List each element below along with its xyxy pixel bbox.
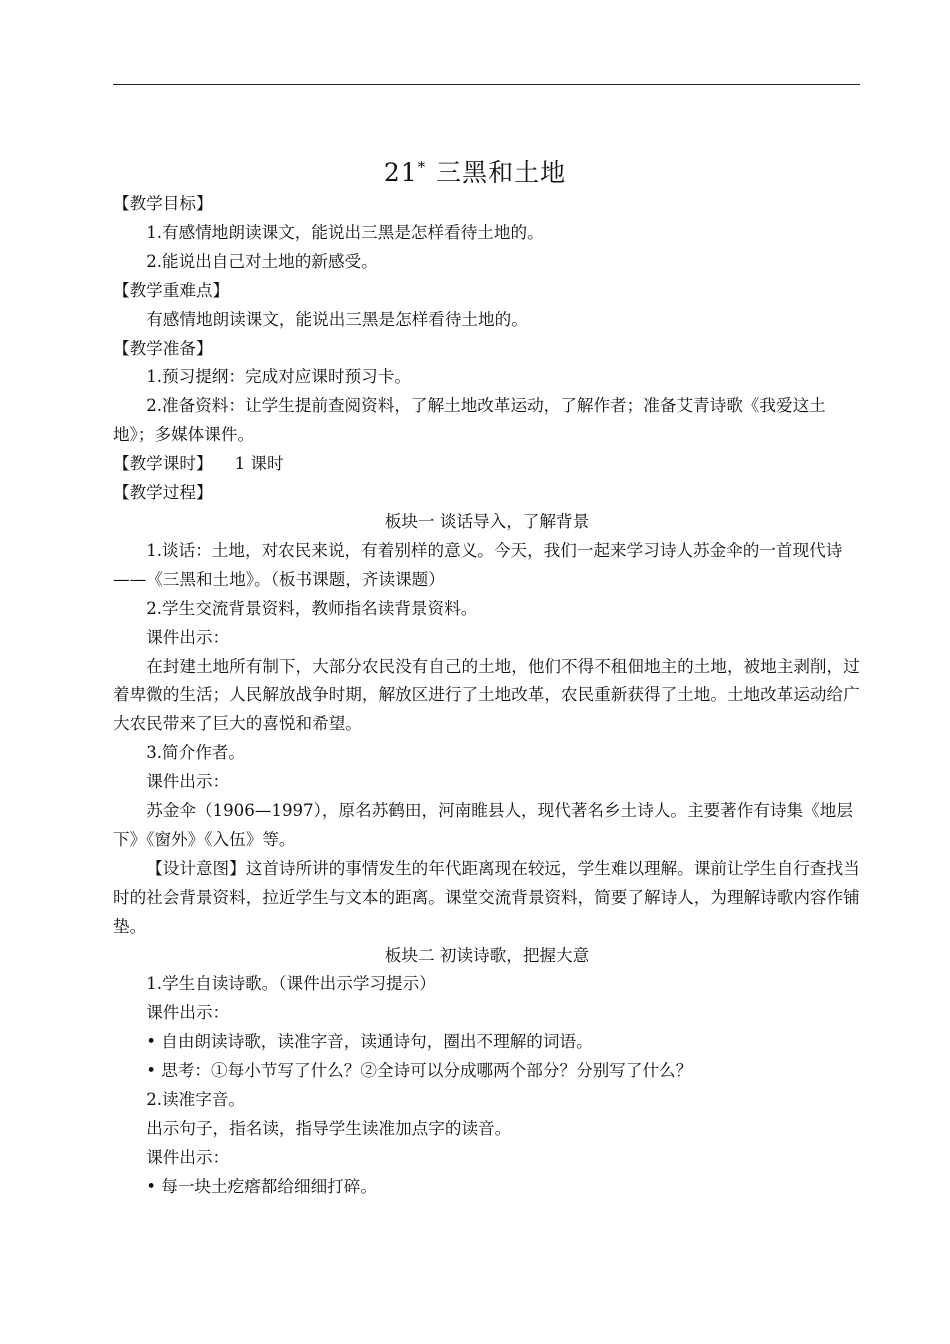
bullet-think: • 思考：①每小节写了什么？②全诗可以分成哪两个部分？分别写了什么？ (113, 1057, 861, 1086)
author-text: 苏金伞（1906—1997），原名苏鹤田，河南睢县人，现代著名乡土诗人。主要著作有诗集《地层下》《窗外》《入伍》等。 (113, 801, 853, 849)
section-1-step-1: 1.谈话：土地，对农民来说，有着别样的意义。今天，我们一起来学习诗人苏金伞的一首现代诗——《三黑和土地》。（板书课题，齐读课题） (113, 540, 843, 589)
courseware-label-1: 课件出示： (146, 627, 230, 647)
bullet-read-aloud: • 自由朗读诗歌，读准字音，读通诗句，圈出不理解的词语。 (113, 1028, 861, 1057)
section-1-step-2: 2.学生交流背景资料，教师指名读背景资料。 (146, 598, 478, 618)
title-text: 三黑和土地 (436, 158, 567, 187)
lesson-title (0, 150, 950, 190)
design-intent: 【设计意图】这首诗所讲的事情发生的年代距离现在较远，学生难以理解。课前让学生自行查找当时的社会背景资料，拉近学生与文本的距离。课堂交流背景资料，简要了解诗人，为理解诗歌内容作铺垫。 (113, 858, 860, 936)
title-star: * (417, 158, 427, 176)
section-1-step-3: 3.简介作者。 (146, 743, 245, 763)
courseware-label-2: 课件出示： (146, 772, 230, 792)
heading-goals: 【教学目标】 (113, 194, 213, 213)
section-2-step-1: 1.学生自读诗歌。（课件出示学习提示） (146, 974, 436, 994)
key-point-1: 有感情地朗读课文，能说出三黑是怎样看待土地的。 (146, 309, 528, 329)
section-2-step-2: 2.读准字音。 (146, 1090, 245, 1110)
goal-1: 1.有感情地朗读课文，能说出三黑是怎样看待土地的。 (146, 222, 544, 242)
section-2-step-2-detail: 出示句子，指名读，指导学生读准加点字的读音。 (146, 1119, 512, 1138)
title-number: 21 (383, 158, 418, 187)
bullet-sentence: • 每一块土疙瘩都给细细打碎。 (113, 1173, 861, 1202)
heading-key-points: 【教学重难点】 (113, 280, 230, 300)
courseware-label-4: 课件出示： (146, 1147, 230, 1167)
section-2-title: 板块二 初读诗歌，把握大意 (384, 945, 590, 965)
header-rule (113, 84, 860, 85)
heading-process: 【教学过程】 (113, 483, 213, 503)
goal-2: 2.能说出自己对土地的新感受。 (146, 251, 378, 271)
prep-2: 2.准备资料：让学生提前查阅资料，了解土地改革运动，了解作者；准备艾青诗歌《我爱这土地》；多媒体课件。 (113, 396, 826, 445)
hours-value: 1 课时 (234, 454, 284, 474)
heading-hours-line (113, 450, 861, 479)
heading-preparation: 【教学准备】 (113, 338, 213, 358)
prep-1: 1.预习提纲：完成对应课时预习卡。 (146, 367, 411, 387)
courseware-label-3: 课件出示： (146, 1003, 230, 1023)
background-text: 在封建土地所有制下，大部分农民没有自己的土地，他们不得不租佃地主的土地，被地主剥削，过着卑微的生活；人民解放战争时期，解放区进行了土地改革，农民重新获得了土地。土地改革运动给广大农民带来了巨大的喜悦和希望。 (113, 656, 860, 734)
heading-hours: 【教学课时】 (113, 454, 213, 474)
section-1-title: 板块一 谈话导入，了解背景 (384, 511, 590, 531)
document-body (113, 190, 861, 1202)
